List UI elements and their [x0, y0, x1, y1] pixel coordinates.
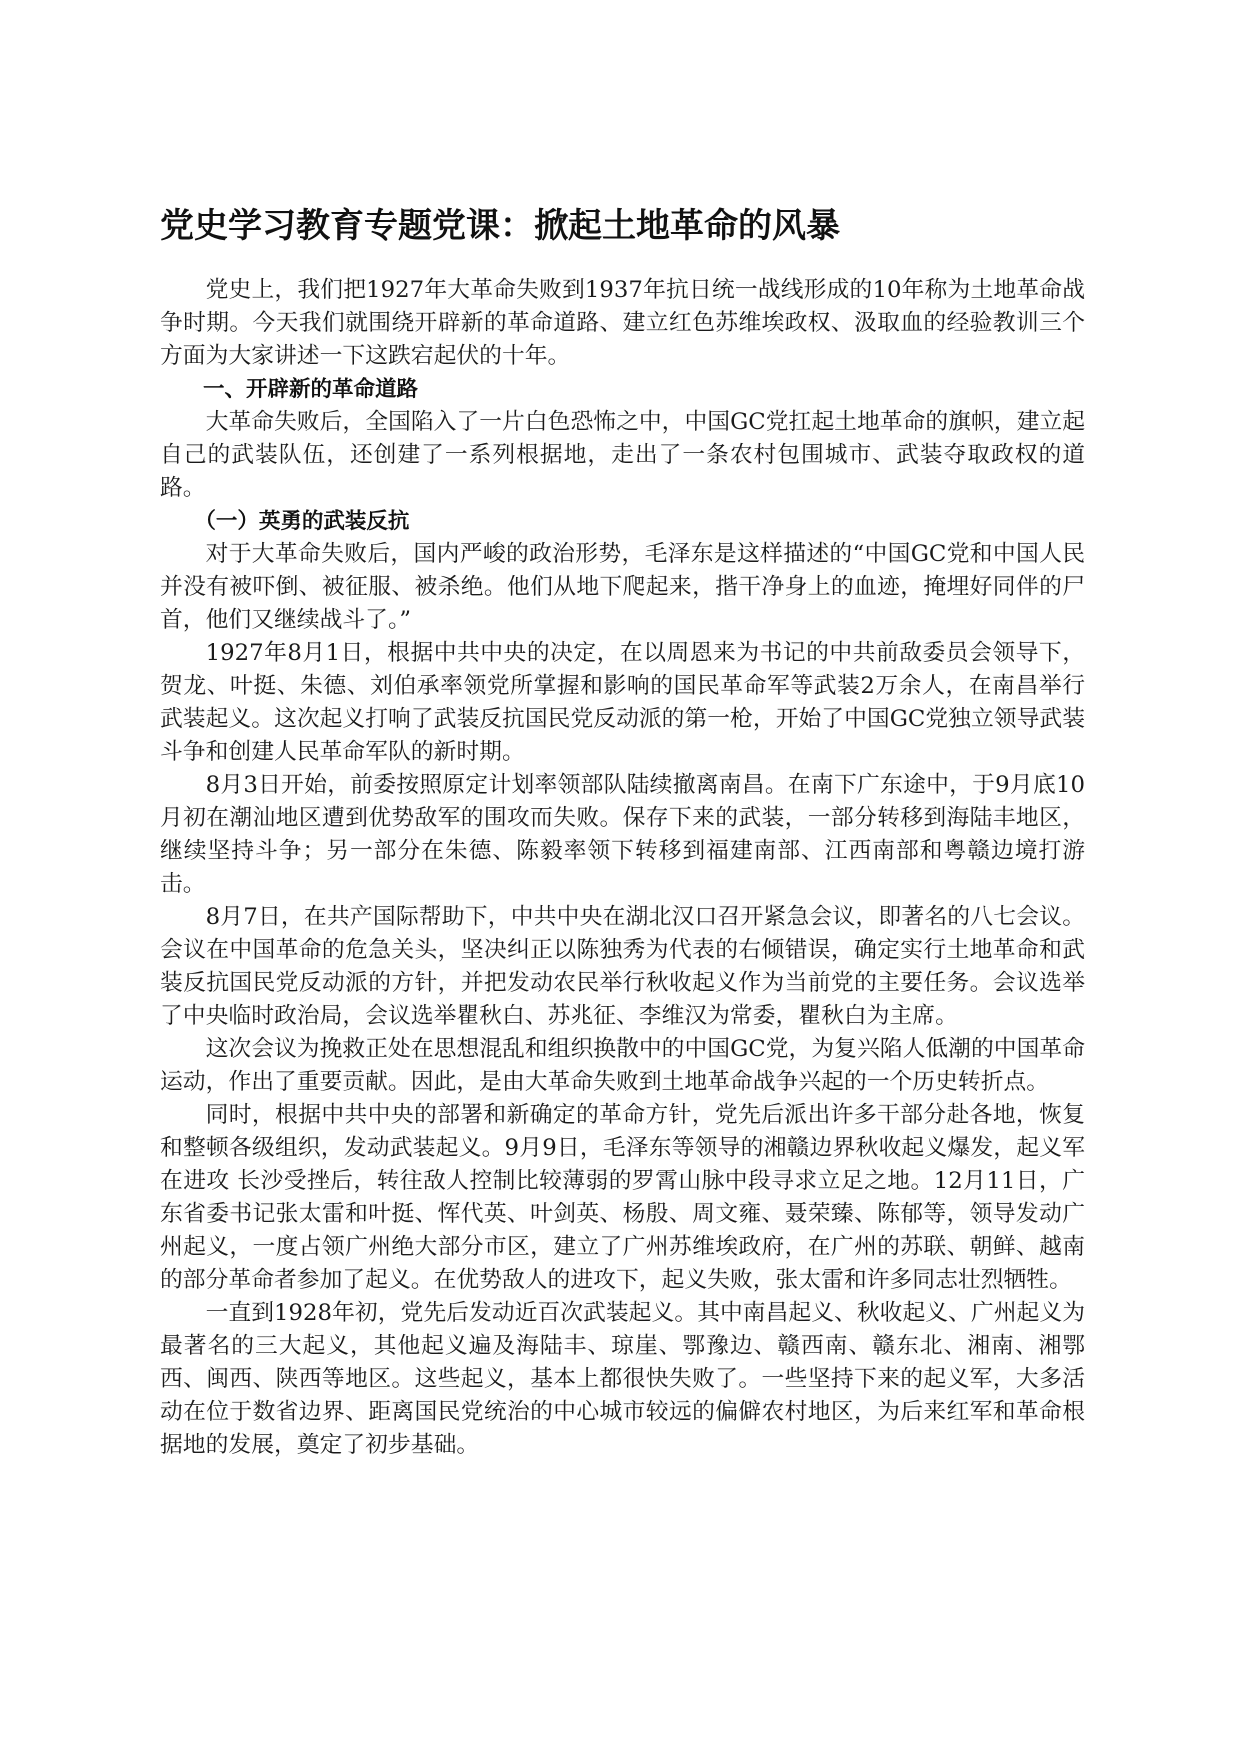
- subsection-heading-1: （一）英勇的武装反抗: [194, 509, 410, 534]
- paragraph-intro: 党史上，我们把1927年大革命失败到1937年抗日统一战线形成的10年称为土地革命战争时期。今天我们就围绕开辟新的革命道路、建立红色苏维埃政权、汲取血的经验教训三个方面为大家讲述一下这跌宕起伏的十年。: [160, 277, 1085, 369]
- paragraph: 这次会议为挽救正处在思想混乱和组织换散中的中国GC党，为复兴陷人低潮的中国革命运动，作出了重要贡献。因此，是由大革命失败到土地革命战争兴起的一个历史转折点。: [160, 1036, 1085, 1095]
- document-page: [160, 196, 1085, 1462]
- paragraph: 大革命失败后，全国陷入了一片白色恐怖之中，中国GC党扛起土地革命的旗帜，建立起自己的武装队伍，还创建了一系列根据地，走出了一条农村包围城市、武装夺取政权的道路。: [160, 409, 1085, 501]
- paragraph: 8月7日，在共产国际帮助下，中共中央在湖北汉口召开紧急会议，即著名的八七会议。会议在中国革命的危急关头，坚决纠正以陈独秀为代表的右倾错误，确定实行土地革命和武装反抗国民党反动派的方针，并把发动农民举行秋收起义作为当前党的主要任务。会议选举了中央临时政治局，会议选举瞿秋白、苏兆征、李维汉为常委，瞿秋白为主席。: [160, 904, 1085, 1029]
- paragraph: 1927年8月1日，根据中共中央的决定，在以周恩来为书记的中共前敌委员会领导下，贺龙、叶挺、朱德、刘伯承率领党所掌握和影响的国民革命军等武装2万余人，在南昌举行武装起义。这次起义打响了武装反抗国民党反动派的第一枪，开始了中国GC党独立领导武装斗争和创建人民革命军队的新时期。: [160, 640, 1085, 765]
- paragraph: 对于大革命失败后，国内严峻的政治形势，毛泽东是这样描述的“中国GC党和中国人民并没有被吓倒、被征服、被杀绝。他们从地下爬起来，揩干净身上的血迹，掩埋好同伴的尸首，他们又继续战斗了。”: [160, 541, 1085, 633]
- document-title: 党史学习教育专题党课：掀起土地革命的风暴: [160, 206, 840, 246]
- paragraph: 同时，根据中共中央的部署和新确定的革命方针，党先后派出许多干部分赴各地，恢复和整顿各级组织，发动武装起义。9月9日，毛泽东等领导的湘赣边界秋收起义爆发，起义军在进攻 长沙受挫后，转往敌人控制比较薄弱的罗霄山脉中段寻求立足之地。12月11日，广东省委书记张太雷和叶挺、恽代英、叶剑英、杨殷、周文雍、聂荣臻、陈郁等，领导发动广州起义，一度占领广州绝大部分市区，建立了广州苏维埃政府，在广州的苏联、朝鲜、越南的部分革命者参加了起义。在优势敌人的进攻下，起义失败，张太雷和许多同志壮烈牺牲。: [160, 1102, 1085, 1293]
- section-heading-1: 一、开辟新的革命道路: [203, 377, 419, 402]
- paragraph: 一直到1928年初，党先后发动近百次武装起义。其中南昌起义、秋收起义、广州起义为最著名的三大起义，其他起义遍及海陆丰、琼崖、鄂豫边、赣西南、赣东北、湘南、湘鄂西、闽西、陕西等地区。这些起义，基本上都很快失败了。一些坚持下来的起义军，大多活动在位于数省边界、距离国民党统治的中心城市较远的偏僻农村地区，为后来红军和革命根据地的发展，奠定了初步基础。: [160, 1300, 1085, 1458]
- paragraph: 8月3日开始，前委按照原定计划率领部队陆续撤离南昌。在南下广东途中，于9月底10月初在潮汕地区遭到优势敌军的围攻而失败。保存下来的武装，一部分转移到海陆丰地区，继续坚持斗争；另一部分在朱德、陈毅率领下转移到福建南部、江西南部和粤赣边境打游击。: [160, 772, 1085, 897]
